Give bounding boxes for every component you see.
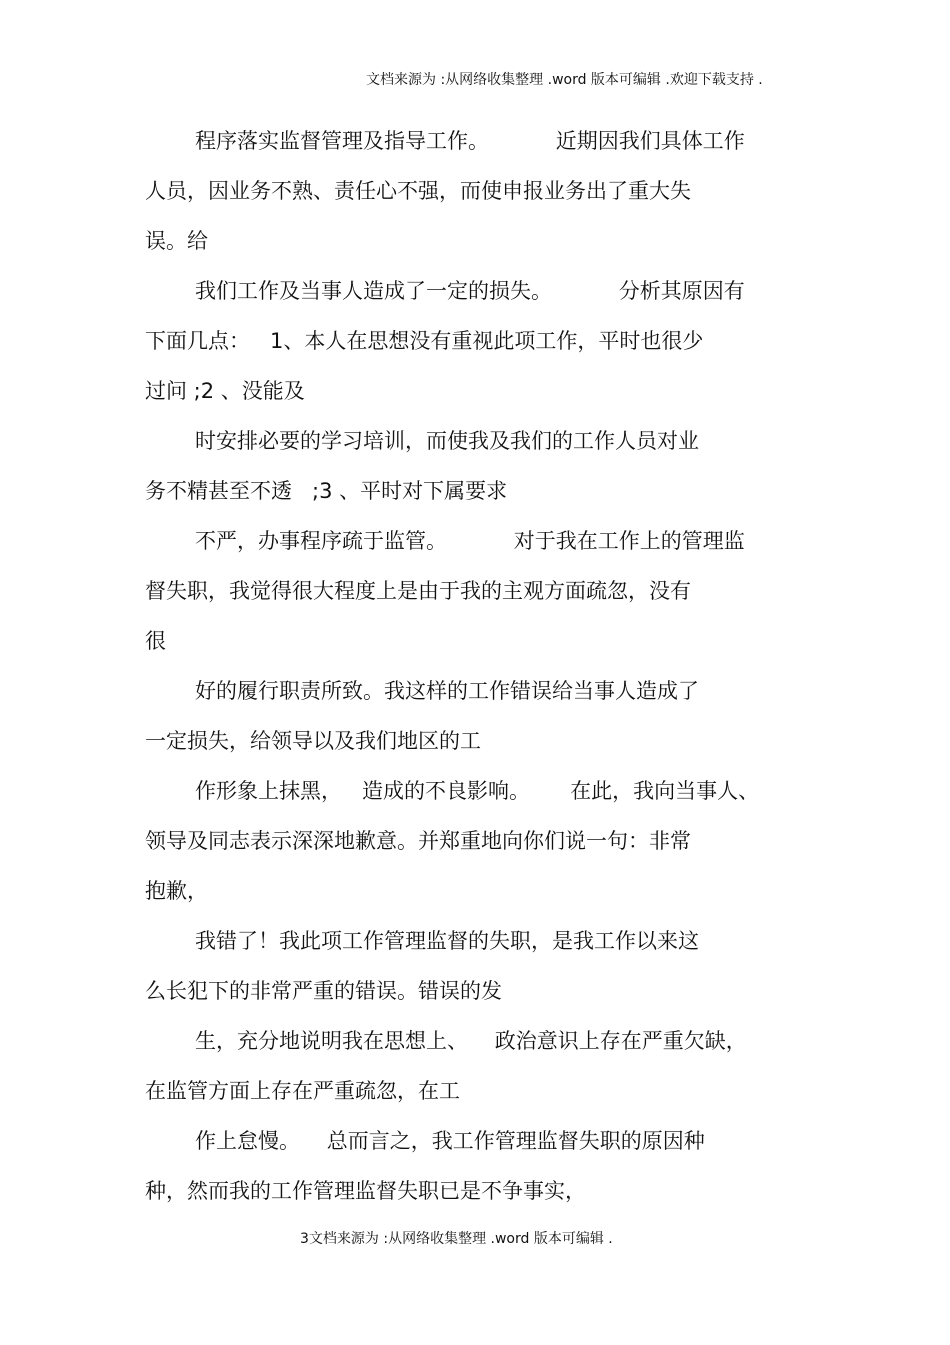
text-line: 一定损失，给领导以及我们地区的工 — [145, 729, 481, 753]
text-line: 很 — [145, 629, 166, 653]
text-line: 程序落实监督管理及指导工作。 近期因我们具体工作 — [195, 129, 745, 153]
text-line: 务不精甚至不透 ;3 、平时对下属要求 — [145, 479, 508, 503]
text-line: 作形象上抹黑， 造成的不良影响。 在此，我向当事人、 — [195, 779, 760, 803]
header-source-note: 文档来源为 :从网络收集整理 .word 版本可编辑 .欢迎下载支持 . — [366, 72, 763, 88]
text-line: 人员，因业务不熟、责任心不强，而使申报业务出了重大失 — [145, 179, 691, 203]
text-line: 误。给 — [145, 229, 208, 253]
text-line: 生，充分地说明我在思想上、 政治意识上存在严重欠缺， — [195, 1029, 747, 1053]
text-line: 抱歉， — [145, 879, 208, 903]
text-line: 我错了！我此项工作管理监督的失职，是我工作以来这 — [195, 929, 699, 953]
text-line: 我们工作及当事人造成了一定的损失。 分析其原因有 — [195, 279, 745, 303]
text-line: 过问 ;2 、没能及 — [145, 379, 305, 403]
text-line: 不严，办事程序疏于监管。 对于我在工作上的管理监 — [195, 529, 745, 553]
text-line: 作上怠慢。 总而言之，我工作管理监督失职的原因种 — [195, 1129, 705, 1153]
text-line: 领导及同志表示深深地歉意。并郑重地向你们说一句：非常 — [145, 829, 691, 853]
text-line: 时安排必要的学习培训，而使我及我们的工作人员对业 — [195, 429, 699, 453]
text-line: 么长犯下的非常严重的错误。错误的发 — [145, 979, 502, 1003]
text-line: 种，然而我的工作管理监督失职已是不争事实， — [145, 1179, 586, 1203]
text-line: 督失职，我觉得很大程度上是由于我的主观方面疏忽，没有 — [145, 579, 691, 603]
text-line: 下面几点： 1、本人在思想没有重视此项工作，平时也很少 — [145, 329, 704, 353]
text-line: 好的履行职责所致。我这样的工作错误给当事人造成了 — [195, 679, 699, 703]
footer-source-note: 3文档来源为 :从网络收集整理 .word 版本可编辑 . — [300, 1231, 613, 1247]
text-line: 在监管方面上存在严重疏忽，在工 — [145, 1079, 460, 1103]
